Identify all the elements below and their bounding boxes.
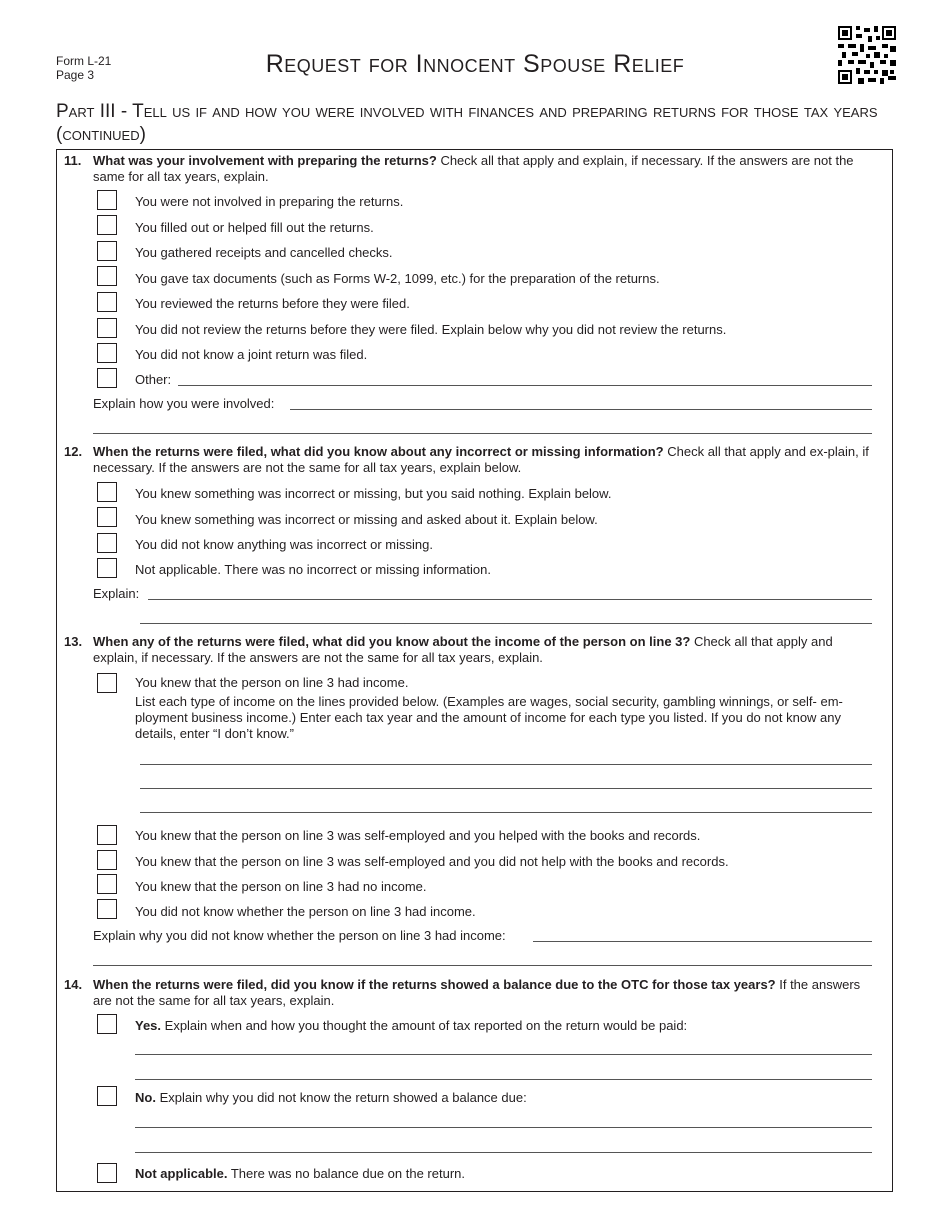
q13-option-label: You did not know whether the person on line 3 had income. bbox=[135, 904, 476, 919]
q11-other-line[interactable] bbox=[178, 385, 872, 386]
q12-explain-label: Explain: bbox=[93, 586, 140, 601]
q13-question-bold: When any of the returns were filed, what did you know about the income of the person on line 3? bbox=[93, 634, 691, 649]
q13-income-line-1[interactable] bbox=[140, 764, 872, 765]
q13-checkbox-self-employed-helped[interactable] bbox=[97, 825, 117, 845]
q14-no-line-2[interactable] bbox=[135, 1152, 872, 1153]
q14-yes-text: Explain when and how you thought the amount of tax reported on the return would be paid: bbox=[161, 1018, 688, 1033]
q11-question bbox=[93, 153, 873, 185]
q14-number: 14. bbox=[64, 977, 83, 992]
q12-option-label: You knew something was incorrect or missing and asked about it. Explain below. bbox=[135, 512, 598, 527]
q14-yes-bold: Yes. bbox=[135, 1018, 162, 1033]
q12-checkbox-did-not-know[interactable] bbox=[97, 533, 117, 553]
q14-checkbox-not-applicable[interactable] bbox=[97, 1163, 117, 1183]
q13-question bbox=[93, 634, 873, 666]
q13-explain-line[interactable] bbox=[533, 941, 872, 942]
q13-checkbox-no-income[interactable] bbox=[97, 874, 117, 894]
page-number: Page 3 bbox=[56, 68, 95, 82]
q14-question-bold: When the returns were filed, did you know if the returns showed a balance due to the OTC for those tax years? bbox=[93, 977, 776, 992]
q11-option-label: You reviewed the returns before they were filed. bbox=[135, 296, 410, 311]
q11-number: 11. bbox=[64, 153, 82, 168]
q13-option-label: You knew that the person on line 3 was self-employed and you did not help with the books and records. bbox=[135, 854, 729, 869]
q12-checkbox-said-nothing[interactable] bbox=[97, 482, 117, 502]
q14-yes-line-1[interactable] bbox=[135, 1054, 872, 1055]
q11-checkbox-gave-documents[interactable] bbox=[97, 266, 117, 286]
q14-na-text: There was no balance due on the return. bbox=[227, 1166, 465, 1181]
q14-yes-option bbox=[135, 1018, 687, 1034]
q13-explain-line-2[interactable] bbox=[93, 965, 872, 966]
q13-question-rest: Check all that apply and explain, if necessary. If the answers are not the same for all tax years, explain. bbox=[93, 634, 833, 665]
q13-checkbox-did-not-know-income[interactable] bbox=[97, 899, 117, 919]
q11-option-label: You did not review the returns before they were filed. Explain below why you did not review the returns. bbox=[135, 322, 727, 337]
q11-option-label: You gathered receipts and cancelled checks. bbox=[135, 245, 393, 260]
q12-number: 12. bbox=[64, 444, 83, 459]
q11-explain-label: Explain how you were involved: bbox=[93, 396, 275, 411]
q14-no-bold: No. bbox=[135, 1090, 156, 1105]
q12-option-label: You did not know anything was incorrect or missing. bbox=[135, 537, 433, 552]
q14-question bbox=[93, 977, 873, 1009]
q13-checkbox-self-employed-no-help[interactable] bbox=[97, 850, 117, 870]
q11-option-label: You did not know a joint return was filed. bbox=[135, 347, 368, 362]
q13-number: 13. bbox=[64, 634, 83, 649]
q11-question-bold: What was your involvement with preparing the returns? bbox=[93, 153, 437, 168]
q13-checkbox-knew-income[interactable] bbox=[97, 673, 117, 693]
q11-question-rest: Check all that apply and explain, if necessary. If the answers are not the same for all tax years, explain. bbox=[93, 153, 854, 184]
q14-no-line-1[interactable] bbox=[135, 1127, 872, 1128]
q14-no-option bbox=[135, 1090, 527, 1106]
q11-option-label: You gave tax documents (such as Forms W-2, 1099, etc.) for the preparation of the returns. bbox=[135, 271, 660, 286]
q14-question-rest: If the answers are not the same for all tax years, explain. bbox=[93, 977, 861, 1008]
q13-income-option-label: You knew that the person on line 3 had income. bbox=[135, 675, 409, 690]
q13-explain-label: Explain why you did not know whether the person on line 3 had income: bbox=[93, 928, 506, 943]
q11-checkbox-did-not-review[interactable] bbox=[97, 318, 117, 338]
q11-checkbox-no-joint-knowledge[interactable] bbox=[97, 343, 117, 363]
q12-checkbox-not-applicable[interactable] bbox=[97, 558, 117, 578]
q12-explain-line-2[interactable] bbox=[140, 623, 872, 624]
q13-income-line-3[interactable] bbox=[140, 812, 872, 813]
q11-checkbox-reviewed[interactable] bbox=[97, 292, 117, 312]
q14-no-text: Explain why you did not know the return showed a balance due: bbox=[155, 1090, 527, 1105]
q11-checkbox-other[interactable] bbox=[97, 368, 117, 388]
q12-option-label: Not applicable. There was no incorrect or missing information. bbox=[135, 562, 491, 577]
q14-yes-line-2[interactable] bbox=[135, 1079, 872, 1080]
q13-income-instructions: List each type of income on the lines provided below. (Examples are wages, social security, gambling winnings, or self- em-ployment business income.) Enter each tax year and the amount of income for each type you listed. If you do not know any details, enter “I don’t know.” bbox=[135, 694, 843, 741]
q11-other-label: Other: bbox=[135, 372, 172, 387]
q11-checkbox-gathered-receipts[interactable] bbox=[97, 241, 117, 261]
q11-explain-line-2[interactable] bbox=[93, 433, 872, 434]
q12-checkbox-asked-about-it[interactable] bbox=[97, 507, 117, 527]
q12-explain-line[interactable] bbox=[148, 599, 872, 600]
q14-na-option bbox=[135, 1166, 465, 1182]
q14-checkbox-no[interactable] bbox=[97, 1086, 117, 1106]
q13-option-label: You knew that the person on line 3 was self-employed and you helped with the books and records. bbox=[135, 828, 701, 843]
q12-question-bold: When the returns were filed, what did you know about any incorrect or missing information? bbox=[93, 444, 664, 459]
q13-option-label: You knew that the person on line 3 had no income. bbox=[135, 879, 427, 894]
q11-checkbox-filled-out[interactable] bbox=[97, 215, 117, 235]
q11-option-label: You were not involved in preparing the returns. bbox=[135, 194, 404, 209]
qr-code-icon bbox=[838, 26, 896, 84]
q12-question-rest: Check all that apply and ex-plain, if necessary. If the answers are not the same for all tax years, explain below. bbox=[93, 444, 869, 475]
q11-option-label: You filled out or helped fill out the returns. bbox=[135, 220, 374, 235]
q12-question bbox=[93, 444, 873, 476]
q11-checkbox-not-involved[interactable] bbox=[97, 190, 117, 210]
page-title: Request for Innocent Spouse Relief bbox=[265, 50, 685, 78]
q13-income-line-2[interactable] bbox=[140, 788, 872, 789]
q14-na-bold: Not applicable. bbox=[135, 1166, 228, 1181]
part-heading: Part III - Tell us if and how you were involved with finances and preparing returns for those tax years (continued) bbox=[56, 101, 878, 145]
q11-explain-line[interactable] bbox=[290, 409, 872, 410]
form-id: Form L-21 bbox=[56, 54, 112, 68]
q14-checkbox-yes[interactable] bbox=[97, 1014, 117, 1034]
q12-option-label: You knew something was incorrect or missing, but you said nothing. Explain below. bbox=[135, 486, 612, 501]
